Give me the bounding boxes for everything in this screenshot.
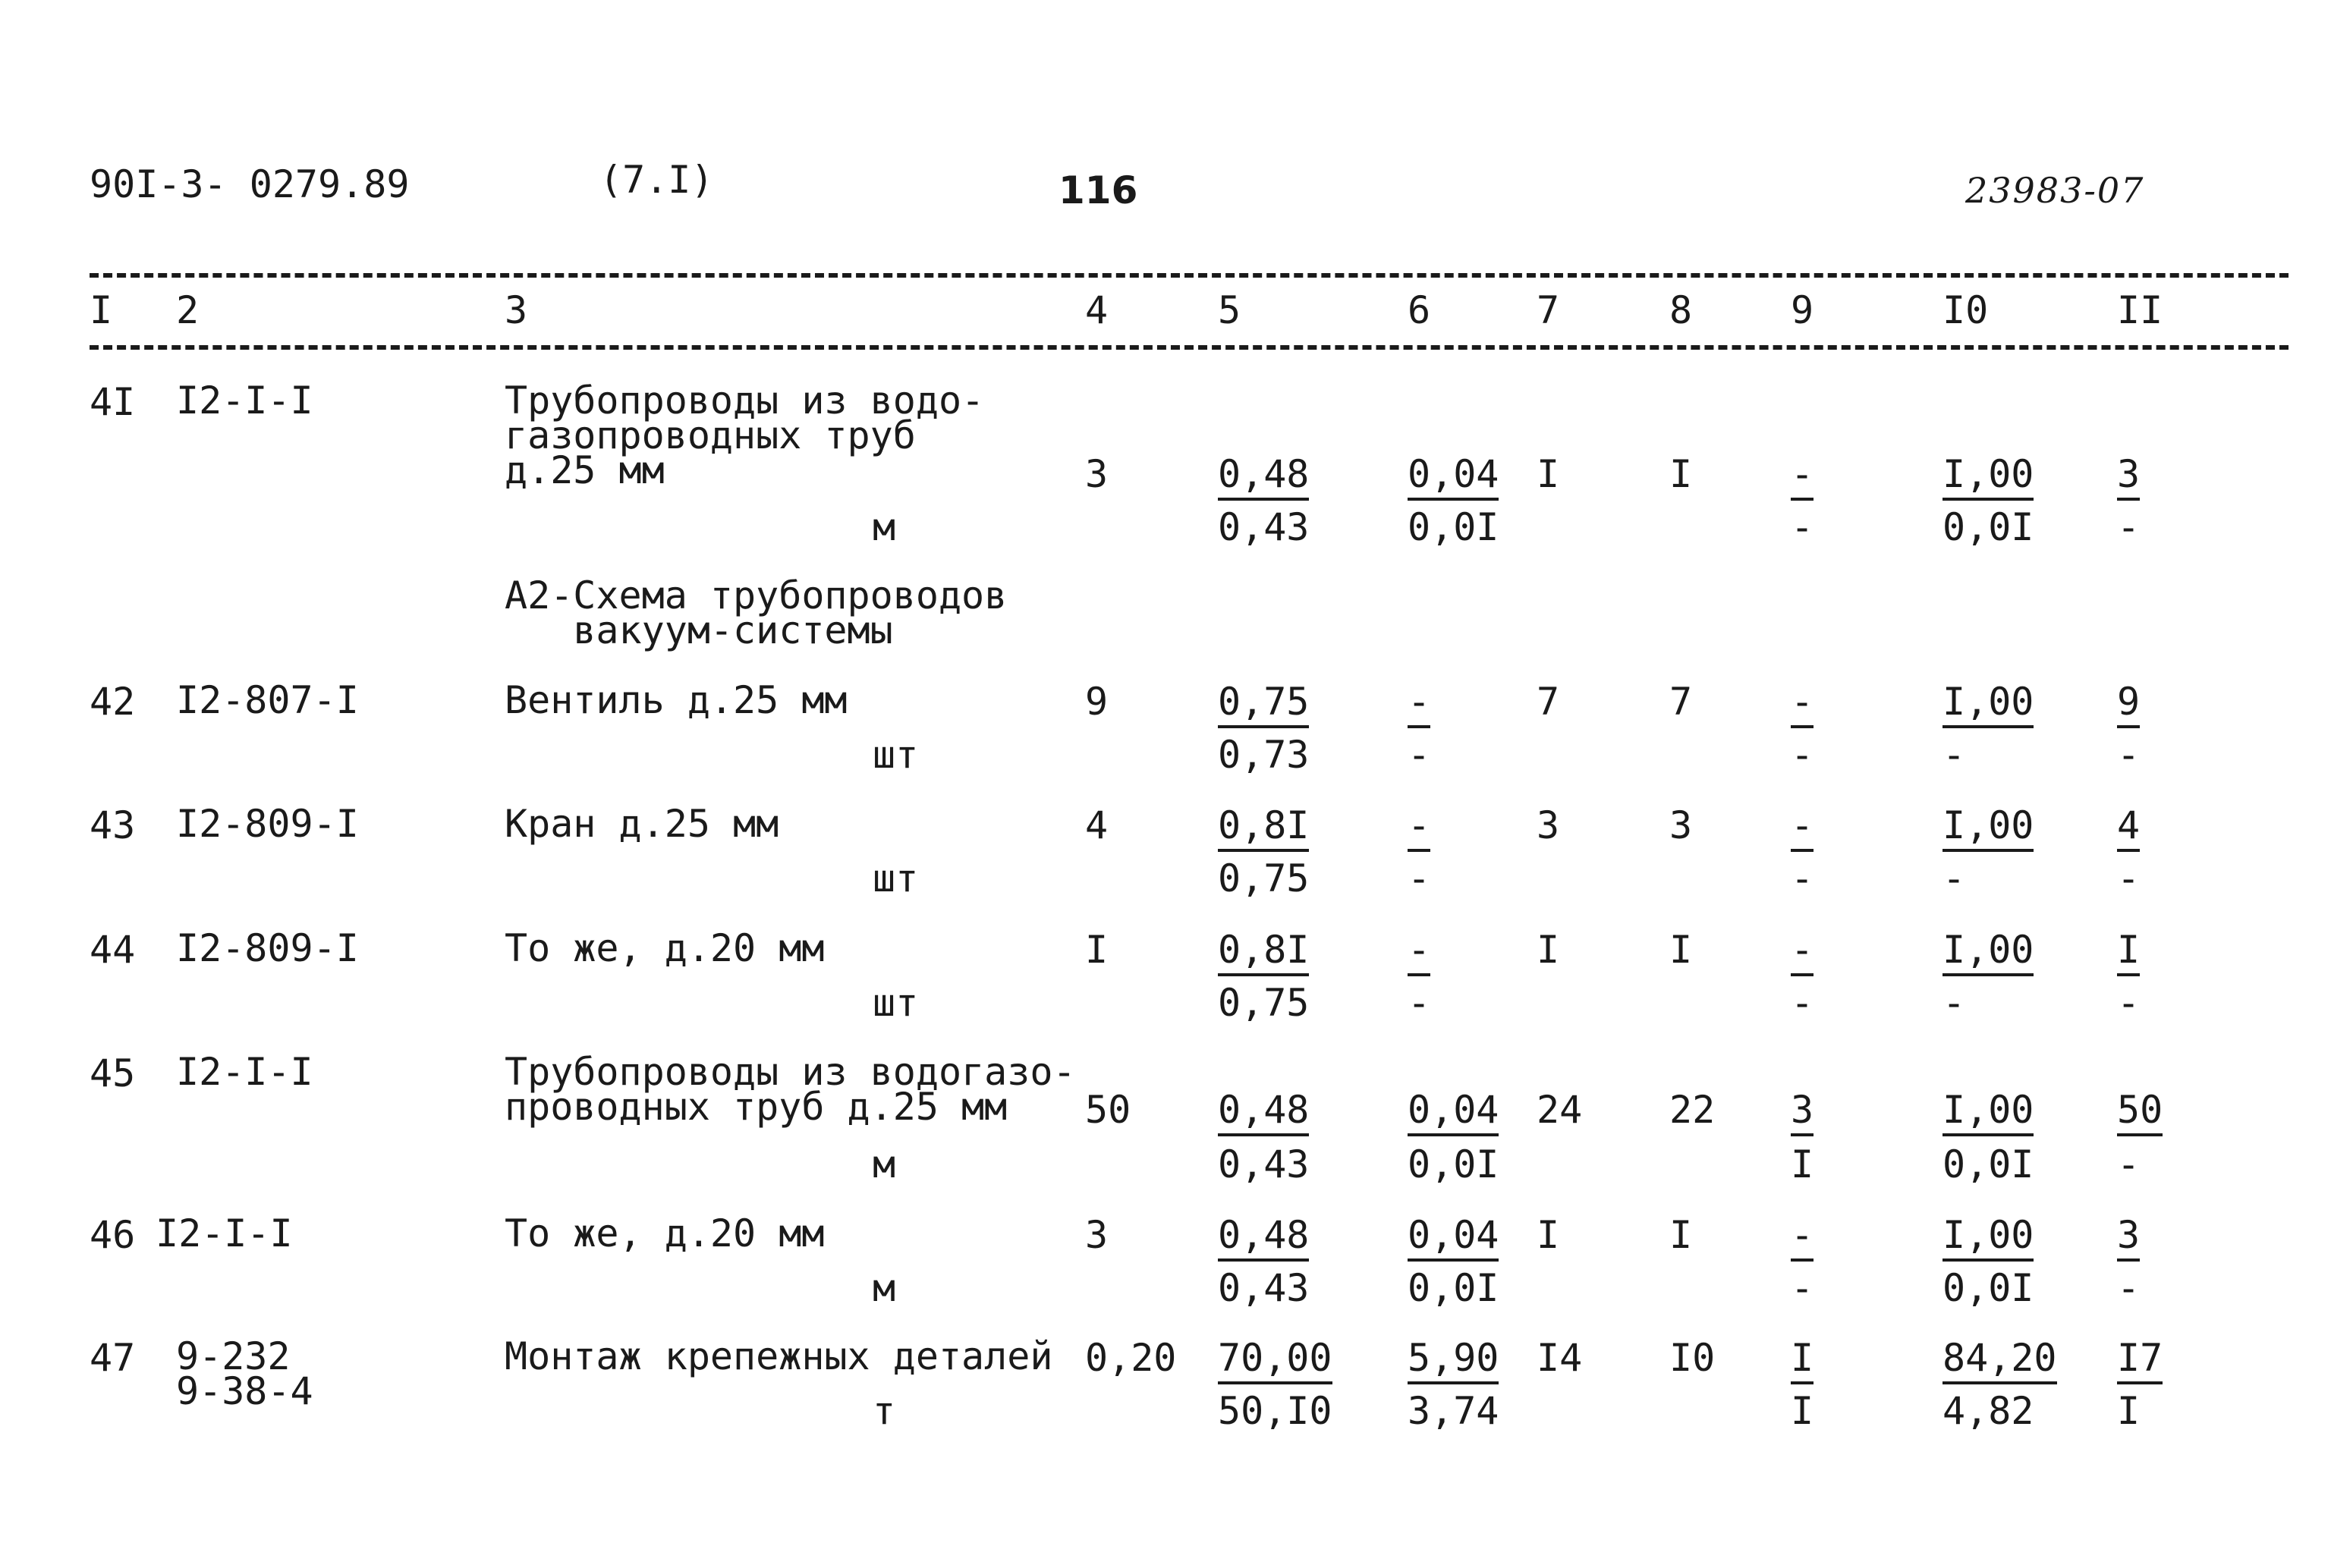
column-header-6: 6 xyxy=(1408,288,1431,332)
row-unit: м xyxy=(873,1266,896,1310)
col9-top xyxy=(1791,1336,1814,1380)
col6-bottom: 0,0I xyxy=(1408,1266,1499,1310)
col9-top-value: - xyxy=(1791,928,1814,976)
row-description: Кран д.25 мм xyxy=(505,802,779,846)
row-code: I2-I-I xyxy=(176,1050,313,1094)
col10-top-value: I,00 xyxy=(1942,1088,2034,1136)
col5-top xyxy=(1218,1336,1332,1380)
col11-top xyxy=(2117,928,2141,972)
col5-top-value: 70,00 xyxy=(1218,1336,1332,1384)
col11-bottom: - xyxy=(2117,856,2141,900)
col10-top xyxy=(1942,928,2034,972)
col11-top-value: I7 xyxy=(2117,1336,2163,1384)
section-number: (7.I) xyxy=(599,158,714,202)
col10-bottom: 0,0I xyxy=(1942,1266,2034,1310)
col6-bottom: 3,74 xyxy=(1408,1389,1499,1433)
col7-value: I4 xyxy=(1537,1336,1583,1380)
col10-top-value: I,00 xyxy=(1942,1213,2034,1262)
col11-bottom: - xyxy=(2117,1266,2141,1310)
row-description: Трубопроводы из водо- газопроводных труб д.25 мм xyxy=(505,379,985,492)
col6-top-value: 0,04 xyxy=(1408,452,1499,501)
column-header-10: I0 xyxy=(1942,288,1989,332)
col11-top-value: 9 xyxy=(2117,680,2140,728)
col11-top xyxy=(2117,1213,2141,1257)
row-unit: шт xyxy=(873,733,919,777)
col6-bottom: 0,0I xyxy=(1408,1142,1499,1186)
row-code: I2-I-I xyxy=(156,1211,293,1255)
row-number: 42 xyxy=(90,680,136,724)
col9-bottom: - xyxy=(1791,505,1814,549)
row-quantity: I xyxy=(1085,928,1109,972)
col10-top xyxy=(1942,452,2034,496)
col6-top-value: - xyxy=(1408,803,1430,852)
col9-top-value: - xyxy=(1791,1213,1814,1262)
column-header-4: 4 xyxy=(1085,288,1109,332)
col9-bottom: - xyxy=(1791,1266,1814,1310)
col8-value: I xyxy=(1669,452,1693,496)
col9-bottom: I xyxy=(1791,1389,1814,1433)
col5-top xyxy=(1218,680,1310,724)
row-description: Вентиль д.25 мм xyxy=(505,678,848,722)
row-description: Трубопроводы из водогазо- проводных труб д.25 мм xyxy=(505,1050,1076,1129)
row-description: То же, д.20 мм xyxy=(505,926,825,970)
row-quantity: 3 xyxy=(1085,1213,1109,1257)
col10-top xyxy=(1942,1213,2034,1257)
row-quantity: 3 xyxy=(1085,452,1109,496)
col10-top xyxy=(1942,803,2034,847)
col7-value: I xyxy=(1537,452,1560,496)
column-header-7: 7 xyxy=(1537,288,1560,332)
document-code: 90I-3- 0279.89 xyxy=(90,162,410,206)
col6-bottom: - xyxy=(1408,981,1431,1025)
col10-top-value: I,00 xyxy=(1942,803,2034,852)
row-number: 43 xyxy=(90,803,136,847)
top-dashed-rule xyxy=(90,273,2289,278)
col9-top xyxy=(1791,928,1814,972)
col9-bottom: - xyxy=(1791,981,1814,1025)
col11-bottom: - xyxy=(2117,733,2141,777)
col11-top xyxy=(2117,680,2141,724)
col10-bottom: - xyxy=(1942,733,1966,777)
handwritten-reference: 23983-07 xyxy=(1965,170,2145,211)
row-number: 4I xyxy=(90,380,136,424)
col5-bottom: 0,75 xyxy=(1218,981,1310,1025)
col5-top-value: 0,48 xyxy=(1218,1213,1309,1262)
col5-bottom: 50,I0 xyxy=(1218,1389,1332,1433)
col5-top xyxy=(1218,1088,1310,1132)
column-header-2: 2 xyxy=(176,288,200,332)
col11-top-value: 4 xyxy=(2117,803,2140,852)
row-unit: м xyxy=(873,1142,896,1186)
row-number: 46 xyxy=(90,1213,136,1257)
row-code: I2-809-I xyxy=(176,802,359,846)
col8-value: I xyxy=(1669,1213,1693,1257)
col11-top-value: I xyxy=(2117,928,2140,976)
col5-top xyxy=(1218,928,1310,972)
col9-top-value: - xyxy=(1791,680,1814,728)
col11-top xyxy=(2117,1336,2163,1380)
col9-top xyxy=(1791,680,1814,724)
col6-bottom: 0,0I xyxy=(1408,505,1499,549)
row-code: I2-I-I xyxy=(176,379,313,423)
column-header-8: 8 xyxy=(1669,288,1693,332)
row-code: I2-807-I xyxy=(176,678,359,722)
col11-top xyxy=(2117,803,2141,847)
col10-top xyxy=(1942,1336,2057,1380)
col6-top xyxy=(1408,1088,1499,1132)
col6-top-value: - xyxy=(1408,928,1430,976)
col7-value: 7 xyxy=(1537,680,1560,724)
col10-top-value: I,00 xyxy=(1942,452,2034,501)
col5-bottom: 0,73 xyxy=(1218,733,1310,777)
col11-top-value: 3 xyxy=(2117,452,2140,501)
col6-bottom: - xyxy=(1408,733,1431,777)
col6-top-value: - xyxy=(1408,680,1430,728)
col10-bottom: - xyxy=(1942,981,1966,1025)
row-unit: шт xyxy=(873,856,919,900)
column-header-5: 5 xyxy=(1218,288,1241,332)
col11-bottom: - xyxy=(2117,505,2141,549)
col5-top xyxy=(1218,452,1310,496)
col5-bottom: 0,43 xyxy=(1218,1142,1310,1186)
col11-top xyxy=(2117,452,2141,496)
col5-bottom: 0,75 xyxy=(1218,856,1310,900)
col9-top xyxy=(1791,1088,1814,1132)
col8-value: 3 xyxy=(1669,803,1693,847)
row-quantity: 0,20 xyxy=(1085,1336,1177,1380)
col8-value: I0 xyxy=(1669,1336,1716,1380)
col10-bottom: 0,0I xyxy=(1942,505,2034,549)
col5-top-value: 0,8I xyxy=(1218,928,1309,976)
col10-top-value: I,00 xyxy=(1942,680,2034,728)
header-dashed-rule xyxy=(90,345,2289,350)
page-number: 116 xyxy=(1059,168,1138,212)
col5-top xyxy=(1218,1213,1310,1257)
col7-value: 24 xyxy=(1537,1088,1583,1132)
col9-bottom: - xyxy=(1791,856,1814,900)
col10-top xyxy=(1942,1088,2034,1132)
col6-top xyxy=(1408,1336,1499,1380)
col9-top-value: - xyxy=(1791,803,1814,852)
col9-top-value: I xyxy=(1791,1336,1814,1384)
row-number: 44 xyxy=(90,928,136,972)
col5-top-value: 0,8I xyxy=(1218,803,1309,852)
row-description: То же, д.20 мм xyxy=(505,1211,825,1255)
column-header-11: II xyxy=(2117,288,2163,332)
row-unit: т xyxy=(873,1389,896,1433)
col11-top-value: 3 xyxy=(2117,1213,2140,1262)
col10-top xyxy=(1942,680,2034,724)
row-quantity: 9 xyxy=(1085,680,1109,724)
col11-bottom: I xyxy=(2117,1389,2141,1433)
col9-bottom: - xyxy=(1791,733,1814,777)
col6-top-value: 0,04 xyxy=(1408,1213,1499,1262)
col10-top-value: 84,20 xyxy=(1942,1336,2057,1384)
col5-top-value: 0,48 xyxy=(1218,1088,1309,1136)
row-description: Монтаж крепежных деталей xyxy=(505,1334,1053,1378)
col9-top xyxy=(1791,1213,1814,1257)
col6-top xyxy=(1408,452,1499,496)
col6-bottom: - xyxy=(1408,856,1431,900)
col6-top xyxy=(1408,1213,1499,1257)
col11-bottom: - xyxy=(2117,981,2141,1025)
row-number: 45 xyxy=(90,1051,136,1095)
row-code: I2-809-I xyxy=(176,926,359,970)
col7-value: 3 xyxy=(1537,803,1560,847)
col8-value: 22 xyxy=(1669,1088,1716,1132)
col6-top xyxy=(1408,680,1431,724)
col11-bottom: - xyxy=(2117,1142,2141,1186)
section-heading: А2-Схема трубопроводов вакуум-системы xyxy=(505,573,1008,652)
col6-top xyxy=(1408,928,1431,972)
col9-top-value: - xyxy=(1791,452,1814,501)
column-header-1: I xyxy=(90,288,113,332)
col5-bottom: 0,43 xyxy=(1218,505,1310,549)
col5-top xyxy=(1218,803,1310,847)
col9-top xyxy=(1791,452,1814,496)
col10-top-value: I,00 xyxy=(1942,928,2034,976)
col5-top-value: 0,75 xyxy=(1218,680,1309,728)
col10-bottom: 4,82 xyxy=(1942,1389,2034,1433)
row-number: 47 xyxy=(90,1336,136,1380)
col10-bottom: - xyxy=(1942,856,1966,900)
row-unit: шт xyxy=(873,981,919,1025)
col6-top xyxy=(1408,803,1431,847)
col9-top xyxy=(1791,803,1814,847)
column-header-9: 9 xyxy=(1791,288,1814,332)
column-header-3: 3 xyxy=(505,288,528,332)
col9-top-value: 3 xyxy=(1791,1088,1814,1136)
col11-top xyxy=(2117,1088,2163,1132)
col10-bottom: 0,0I xyxy=(1942,1142,2034,1186)
row-quantity: 50 xyxy=(1085,1088,1131,1132)
col6-top-value: 0,04 xyxy=(1408,1088,1499,1136)
row-code: 9-232 9-38-4 xyxy=(176,1334,313,1413)
col7-value: I xyxy=(1537,928,1560,972)
row-unit: м xyxy=(873,505,896,549)
col5-bottom: 0,43 xyxy=(1218,1266,1310,1310)
col11-top-value: 50 xyxy=(2117,1088,2163,1136)
col8-value: I xyxy=(1669,928,1693,972)
row-quantity: 4 xyxy=(1085,803,1109,847)
col8-value: 7 xyxy=(1669,680,1693,724)
col6-top-value: 5,90 xyxy=(1408,1336,1499,1384)
col5-top-value: 0,48 xyxy=(1218,452,1309,501)
col7-value: I xyxy=(1537,1213,1560,1257)
col9-bottom: I xyxy=(1791,1142,1814,1186)
